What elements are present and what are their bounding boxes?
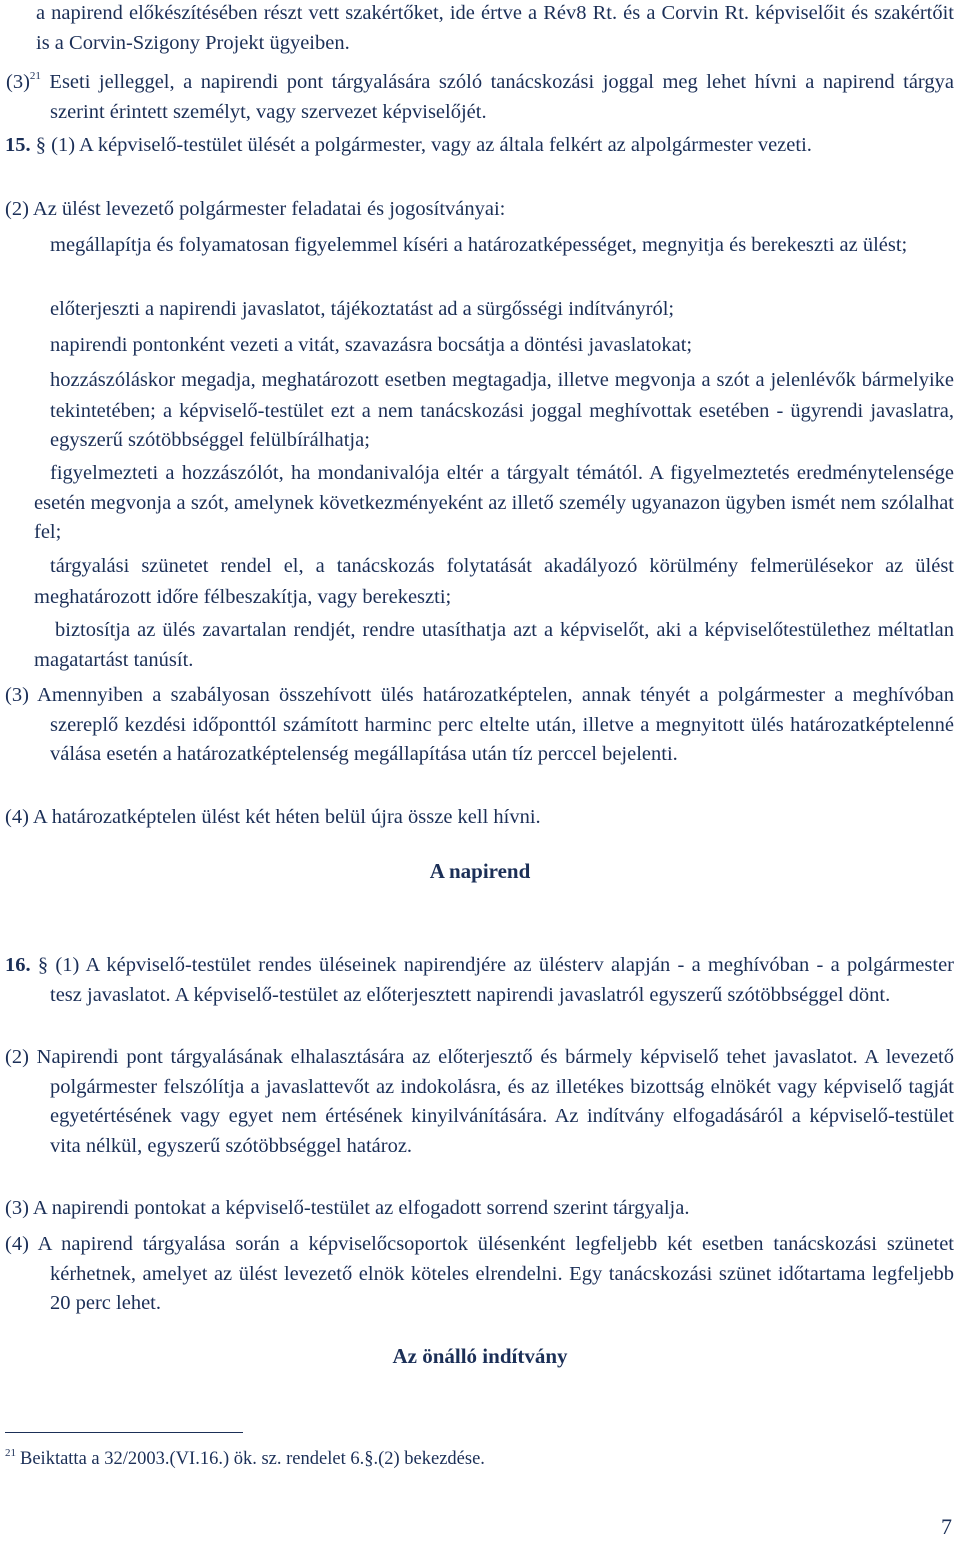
section-heading-napirend: A napirend [429, 859, 531, 883]
paragraph-3 [6, 62, 954, 127]
section-heading-onallo-inditvany: Az önálló indítvány [392, 1344, 568, 1368]
page-number: 7 [941, 1514, 952, 1539]
list-item-c [50, 331, 954, 361]
section-15-p4 [5, 803, 954, 833]
section-15-p2 [5, 195, 954, 225]
list-label [5, 367, 50, 397]
list-text: napirendi pontonként vezeti a vitát, szavazásra bocsátja a döntési javaslatokat; [50, 334, 693, 356]
list-item-d [50, 366, 954, 456]
footnote-reference: 21 [29, 70, 41, 82]
paragraph-text: Eseti jelleggel, a napirendi pont tárgyalására szóló tanácskozási joggal meg lehet hívni a napirend tárgya szerint érintett személyt, vagy szervezet képviselőjét. [49, 71, 954, 123]
list-item-h [36, 0, 954, 58]
list-label [8, 0, 36, 29]
section-16-p3 [5, 1194, 954, 1224]
list-label [5, 553, 50, 583]
list-item-a [50, 231, 954, 262]
list-item-f [34, 552, 954, 612]
list-label [5, 331, 50, 361]
list-item-b [50, 295, 954, 325]
section-16-p2 [5, 1043, 954, 1161]
section-number: 16. [5, 954, 31, 976]
list-item-g [34, 616, 954, 675]
list-text: hozzászóláskor megadja, meghatározott esetben megtagadja, illetve megvonja a szót a jelenlévők bármelyike tekintetében; a képviselő-testület ezt a nem tanácskozási joggal meghívottak esetében - ügyrendi javaslatra, egyszerű szótöbbséggel felülbírálhatja; [50, 369, 954, 451]
list-text: tárgyalási szünetet rendel el, a tanácskozás folytatását akadályozó körülmény felmerülésekor az ülést meghatározott időre félbeszakítja, vagy berekeszti; [34, 555, 954, 608]
section-15-p1 [5, 131, 954, 161]
list-text: figyelmezteti a hozzászólót, ha mondanivalója eltér a tárgyalt témától. A figyelmeztetés eredménytelensége esetén megvonja a szót, amelynek következményeként az illető személy ugyanazon ügyben ismét nem szólalhat fel; [34, 462, 954, 543]
paragraph-text: (3) Amennyiben a szabályosan összehívott ülés határozatképtelen, annak tényét a polgármester a meghívóban szereplő kezdési időponttól számított harminc perc eltelte után, illetve a megnyitott ülés határozatképtelenné válása esetén a határozatképtelenség megállapítása után tíz perccel bejelenti. [5, 684, 954, 765]
list-text: biztosítja az ülés zavartalan rendjét, rendre utasíthatja azt a képviselőt, aki a képviselőtestülethez méltatlan magatartást tanúsít. [34, 619, 954, 671]
list-label [5, 459, 50, 489]
paragraph-text: (2) Napirendi pont tárgyalásának elhalasztására az előterjesztő és bármely képviselő tehet javaslatot. A levezető polgármester felszólítja a javaslattevőt az indokolásra, és az illetékes bizottság elnökét vagy képviselő tagját egyetértésének vagy egyet nem értésének kinyilvánítására. Az indítvány elfogadásáról a képviselő-testület vita nélkül, egyszerű szótöbbséggel határoz. [5, 1046, 954, 1157]
list-text: a napirend előkészítésében részt vett szakértőket, ide értve a Rév8 Rt. és a Corvin Rt. képviselőit és szakértőit is a Corvin-Szigony Projekt ügyeiben. [36, 2, 954, 54]
footnote-text: Beiktatta a 32/2003.(VI.16.) ök. sz. rendelet 6.§.(2) bekezdése. [20, 1449, 485, 1469]
paragraph-text: (4) A határozatképtelen ülést két héten belül újra össze kell hívni. [5, 806, 541, 828]
section-16-p1 [5, 951, 954, 1010]
paragraph-text: (4) A napirend tárgyalása során a képviselőcsoportok ülésenként legfeljebb két esetben tanácskozási szünetet kérhetnek, amelyet az ülést levezető elnök köteles elrendelni. Egy tanácskozási szünet időtartama legfeljebb 20 perc lehet. [5, 1233, 954, 1314]
paragraph-text: (2) Az ülést levezető polgármester feladatai és jogosítványai: [5, 198, 506, 220]
footnote-number: 21 [5, 1447, 16, 1459]
section-15-p3 [5, 681, 954, 770]
paragraph-text: (1) A képviselő-testület rendes üléseinek napirendjére az ülésterv alapján - a meghívóban - a polgármester tesz javaslatot. A képviselő-testület az előterjesztett napirendi javaslatról egyszerű szótöbbséggel dönt. [50, 954, 954, 1006]
paragraph-text: (1) A képviselő-testület ülését a polgármester, vagy az általa felkért az alpolgármester vezeti. [51, 134, 812, 156]
footnote [5, 1440, 485, 1472]
list-label [5, 295, 50, 325]
list-text: előterjeszti a napirendi javaslatot, tájékoztatást ad a sürgősségi indítványról; [50, 298, 675, 320]
section-16-p4 [5, 1230, 954, 1319]
section-symbol: § [37, 954, 49, 976]
list-label [5, 616, 55, 646]
section-number: 15. [5, 134, 31, 156]
footnote-divider [5, 1432, 243, 1433]
list-label [5, 232, 50, 262]
list-text: megállapítja és folyamatosan figyelemmel kíséri a határozatképességet, megnyitja és berekeszti az ülést; [50, 234, 908, 256]
paragraph-text: (3) A napirendi pontokat a képviselő-testület az elfogadott sorrend szerint tárgyalja. [5, 1197, 690, 1219]
section-symbol: § [35, 134, 46, 156]
paragraph-label: (3) [6, 71, 30, 93]
list-item-e [34, 459, 954, 548]
